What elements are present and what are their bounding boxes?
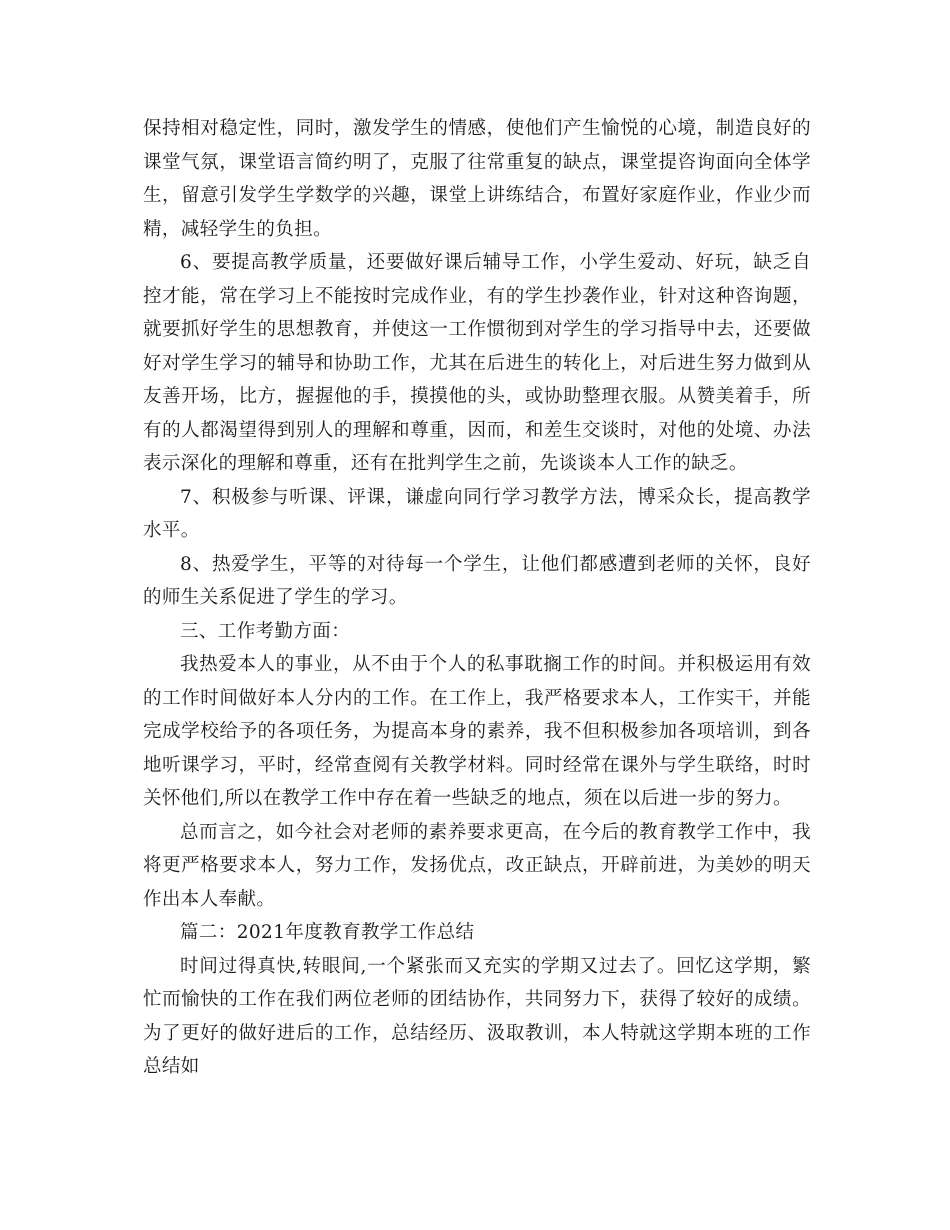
paragraph-item-6: 6、要提高教学质量，还要做好课后辅导工作，小学生爱动、好玩，缺乏自控才能，常在学习上不能按时完成作业，有的学生抄袭作业，针对这种咨询题，就要抓好学生的思想教育，并使这一工作惯彻到对学生的学习指导中去，还要做好对学生学习的辅导和协助工作，尤其在后进生的转化上，对后进生努力做到从友善开场，比方，握握他的手，摸摸他的头，或协助整理衣服。从赞美着手，所有的人都渴望得到别人的理解和尊重，因而，和差生交谈时，对他的处境、办法表示深化的理解和尊重，还有在批判学生之前，先谈谈本人工作的缺乏。 [143,252,811,474]
paragraph-attendance: 我热爱本人的事业，从不由于个人的私事耽搁工作的时间。并积极运用有效的工作时间做好本人分内的工作。在工作上，我严格要求本人，工作实干，并能完成学校给予的各项任务，为提高本身的素养，我不但积极参加各项培训，到各地听课学习，平时，经常查阅有关教学材料。同时经常在课外与学生联络，时时关怀他们,所以在教学工作中存在着一些缺乏的地点，须在以后进一步的努力。 [143,654,811,809]
paragraph-conclusion: 总而言之，如今社会对老师的素养要求更高，在今后的教育教学工作中，我将更严格要求本人，努力工作，发扬优点，改正缺点，开辟前进，为美妙的明天作出本人奉献。 [143,821,811,910]
document-body [143,112,811,1084]
paragraph-item-8: 8、热爱学生，平等的对待每一个学生，让他们都感遭到老师的关怀，良好的师生关系促进了学生的学习。 [143,553,811,608]
section-heading-part-two: 篇二：2021年度教育教学工作总结 [180,922,475,943]
section-heading-attendance: 三、工作考勤方面： [180,620,351,642]
paragraph-item-7: 7、积极参与听课、评课，谦虚向同行学习教学方法，博采众长，提高教学水平。 [143,486,811,541]
paragraph-1: 保持相对稳定性，同时，激发学生的情感，使他们产生愉悦的心境，制造良好的课堂气氛，课堂语言简约明了，克服了往常重复的缺点，课堂提咨询面向全体学生，留意引发学生学数学的兴趣，课堂上讲练结合，布置好家庭作业，作业少而精，减轻学生的负担。 [143,118,811,240]
paragraph-part-two-intro: 时间过得真快,转眼间,一个紧张而又充实的学期又过去了。回忆这学期，繁忙而愉快的工作在我们两位老师的团结协作，共同努力下，获得了较好的成绩。为了更好的做好进后的工作，总结经历、汲取教训，本人特就这学期本班的工作总结如 [143,955,811,1077]
